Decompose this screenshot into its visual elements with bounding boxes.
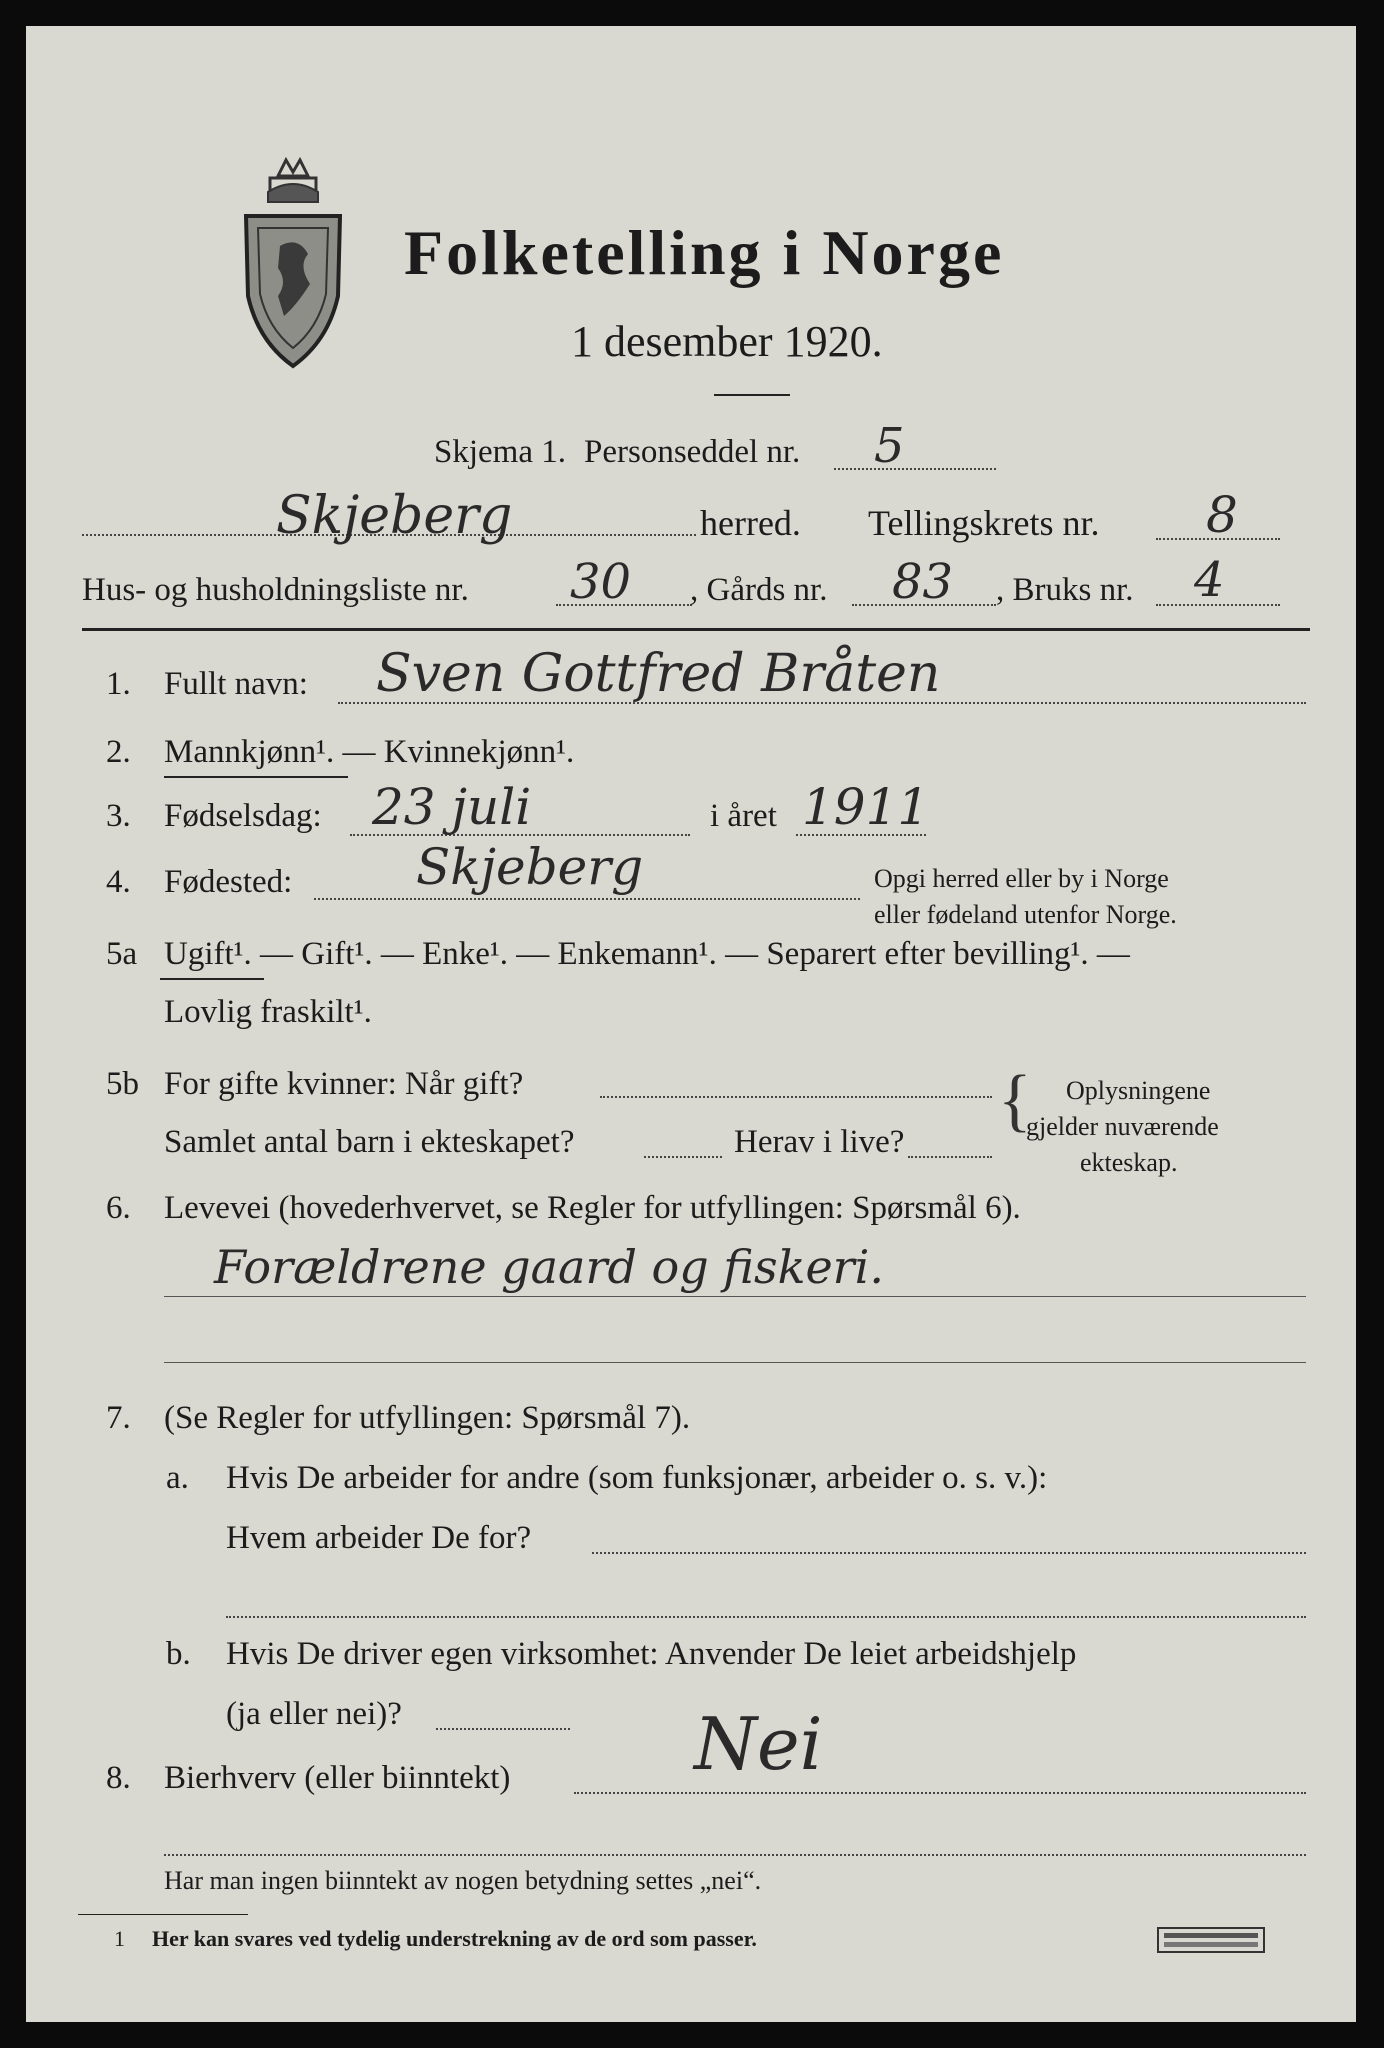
- q8-label: Bierhverv (eller biinntekt): [164, 1760, 511, 1796]
- q1-label: Fullt navn:: [164, 666, 308, 702]
- q7a-label: Hvis De arbeider for andre (som funksjonær, arbeider o. s. v.):: [226, 1460, 1048, 1496]
- q3-number: 3.: [106, 798, 131, 834]
- census-form: Folketelling i Norge 1 desember 1920. Skjema 1. Personseddel nr. 5 Skjeberg herred. Tellingskrets nr. 8 Hus- og husholdningsliste nr. 30 , Gårds nr. 83 , Bruks nr. 4 1. Fullt navn: Sven Gottfred Bråten 2. Mannkjønn¹. — Kvinnekjønn¹. 3. Fødselsdag: 23 juli i året 1911 4. Fødested: Skjeberg Opgi herred eller by i Norge eller fødeland utenfor Norge. 5a Ugift¹. — Gift¹. — Enke¹. — Enkemann¹. — Separert efter bevilling¹. — Lovlig fraskilt¹. 5b For gifte kvinner: Når gift? Samlet antal barn i ekteskapet? Herav i live? { Oplysningene gjelder nuværende ekteskap. 6. Levevei (hovederhvervet, se Regler for utfyllingen: Spørsmål 6). Forældrene gaard og fiskeri. 7. (Se Regler for utfyllingen: Spørsmål 7). a. Hvis De arbeider for andre (som funksjonær, arbeider o. s. v.): Hvem arbeider De for? b. Hvis De driver egen virksomhet: Anvender De leiet arbeidshjelp (ja eller nei)? 8. Bierhverv (eller biinntekt) Nei Har man ingen biinntekt av nogen betydning settes „nei“. 1 Her kan svares ved tydelig understrekning av de ord som passer.: [26, 26, 1356, 2022]
- year-label: i året: [710, 798, 777, 834]
- occupation-value: Forældrene gaard og fiskeri.: [214, 1240, 884, 1294]
- herred-label: herred.: [700, 503, 801, 543]
- q2-number: 2.: [106, 734, 131, 770]
- alive-label: Herav i live?: [734, 1124, 905, 1160]
- personseddel-value: 5: [874, 418, 905, 474]
- q7a-employer-label: Hvem arbeider De for?: [226, 1520, 532, 1556]
- side-income-value: Nei: [694, 1702, 823, 1786]
- marital-options-2: Lovlig fraskilt¹.: [164, 994, 372, 1030]
- marriage-note-3: ekteskap.: [1080, 1148, 1178, 1177]
- gender-underline: [164, 776, 348, 778]
- footnote-text: Her kan svares ved tydelig understrekning av de ord som passer.: [152, 1926, 757, 1951]
- hus-value: 30: [570, 554, 632, 610]
- birth-year-value: 1911: [802, 778, 930, 836]
- q4-label: Fødested:: [164, 864, 293, 900]
- birthdate-value: 23 juli: [372, 778, 532, 836]
- birthplace-value: Skjeberg: [416, 838, 644, 896]
- q7b-letter: b.: [166, 1636, 191, 1672]
- q8-number: 8.: [106, 1760, 131, 1796]
- tellingskrets-value: 8: [1206, 486, 1238, 544]
- title-divider: [714, 394, 790, 396]
- form-title: Folketelling i Norge: [404, 217, 1005, 288]
- coat-of-arms-icon: [238, 156, 348, 376]
- q5a-number: 5a: [106, 936, 138, 972]
- q7b-label: Hvis De driver egen virksomhet: Anvender De leiet arbeidshjelp: [226, 1636, 1077, 1672]
- q6-number: 6.: [106, 1190, 131, 1226]
- tellingskrets-label: Tellingskrets nr.: [868, 503, 1100, 543]
- children-label: Samlet antal barn i ekteskapet?: [164, 1124, 575, 1160]
- marriage-note-2: gjelder nuværende: [1026, 1112, 1219, 1141]
- q7a-letter: a.: [166, 1460, 189, 1496]
- gards-value: 83: [892, 554, 954, 610]
- side-income-note: Har man ingen biinntekt av nogen betydning settes „nei“.: [164, 1866, 762, 1895]
- q7-number: 7.: [106, 1400, 131, 1436]
- q7-label: (Se Regler for utfyllingen: Spørsmål 7).: [164, 1400, 691, 1436]
- q1-number: 1.: [106, 666, 131, 702]
- printer-mark-icon: [1156, 1926, 1266, 1954]
- herred-value: Skjeberg: [276, 486, 513, 546]
- marriage-note-1: Oplysningene: [1066, 1076, 1211, 1105]
- birthplace-note-1: Opgi herred eller by i Norge: [874, 864, 1169, 893]
- q5b-number: 5b: [106, 1066, 139, 1102]
- marital-options: Ugift¹. — Gift¹. — Enke¹. — Enkemann¹. — Separert efter bevilling¹. —: [164, 936, 1130, 972]
- bruks-value: 4: [1194, 552, 1225, 608]
- footnote-number: 1: [114, 1926, 125, 1951]
- birthplace-note-2: eller fødeland utenfor Norge.: [874, 900, 1177, 929]
- full-name-value: Sven Gottfred Bråten: [376, 644, 941, 704]
- q5b-label: For gifte kvinner: Når gift?: [164, 1066, 524, 1102]
- marital-underline: [160, 978, 264, 980]
- q4-number: 4.: [106, 864, 131, 900]
- gender-options: Mannkjønn¹. — Kvinnekjønn¹.: [164, 734, 575, 770]
- q6-label: Levevei (hovederhvervet, se Regler for utfyllingen: Spørsmål 6).: [164, 1190, 1021, 1226]
- form-date: 1 desember 1920.: [571, 317, 883, 366]
- hus-label: Hus- og husholdningsliste nr.: [82, 572, 469, 608]
- skjema-label: Skjema 1.: [434, 434, 566, 470]
- q7b-hire-label: (ja eller nei)?: [226, 1696, 402, 1732]
- q3-label: Fødselsdag:: [164, 798, 322, 834]
- bruks-label: , Bruks nr.: [996, 572, 1134, 608]
- header-rule: [82, 628, 1310, 631]
- personseddel-label: Personseddel nr.: [584, 434, 801, 470]
- gards-label: , Gårds nr.: [690, 572, 828, 608]
